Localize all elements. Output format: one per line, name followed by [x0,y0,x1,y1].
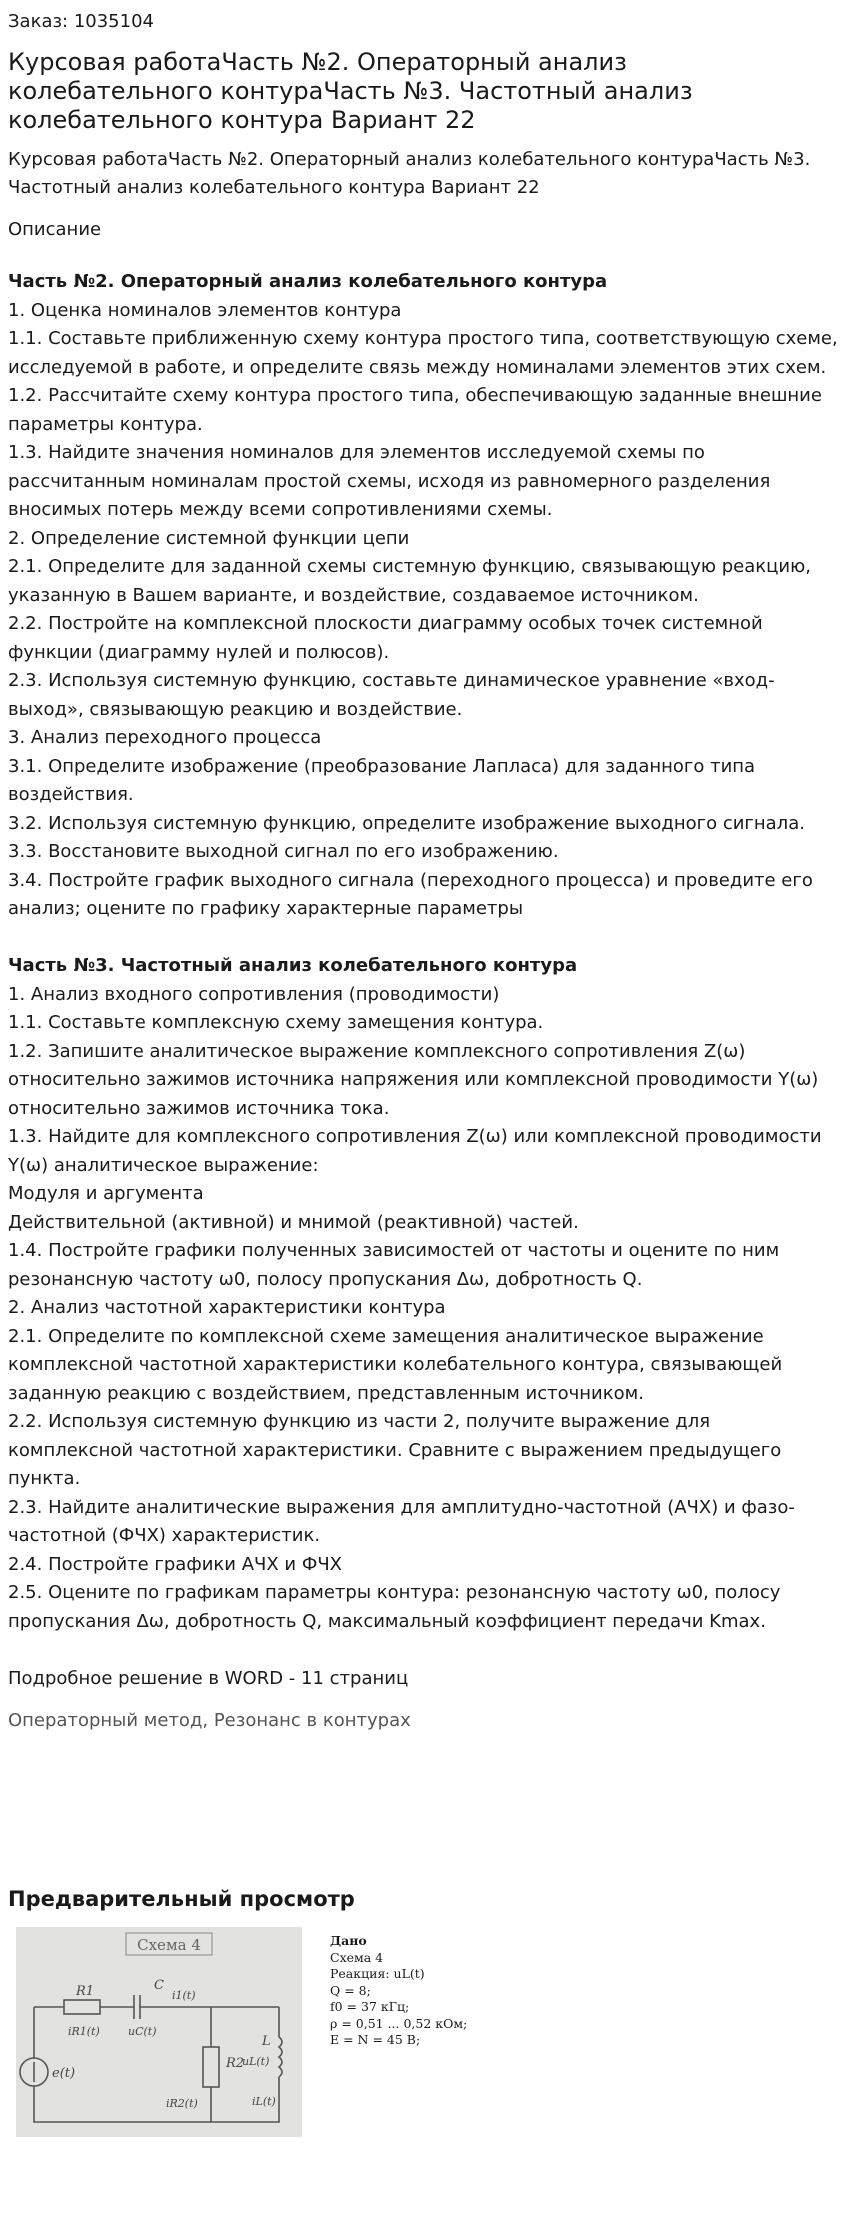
page-subtitle: Курсовая работаЧасть №2. Операторный анализ колебательного контураЧасть №3. Частотный анализ колебательного контура Вариант 22 [8,149,811,198]
list-item: 3.3. Восстановите выходной сигнал по его изображению. [8,841,559,862]
c-label: C [154,1978,164,1993]
ir1-label: iR1(t) [68,2025,100,2038]
preview-row [8,1927,839,2137]
params-given: Дано [330,1933,367,1948]
list-item: 1. Оценка номиналов элементов контура [8,299,402,321]
preview-heading: Предварительный просмотр [8,1887,355,1911]
part2-heading: Часть №2. Операторный анализ колебательного контура [8,271,608,292]
list-item: 1.4. Постройте графики полученных зависимостей от частоты и оцените по ним резонансную частоту ω0, полосу пропускания Δω, добротность Q. [8,1240,780,1290]
ir2-label: iR2(t) [166,2097,198,2110]
il-label: iL(t) [252,2095,276,2108]
list-item: 2. Анализ частотной характеристики контура [8,1297,446,1318]
params-scheme: Схема 4 [330,1949,384,1965]
list-item: Действительной (активной) и мнимой (реактивной) частей. [8,1211,579,1233]
list-item: 1.3. Найдите значения номиналов для элементов исследуемой схемы по рассчитанным номиналам простой схемы, исходя из равномерного разделения вносимых потерь между всеми сопротивлениями схемы. [8,442,771,520]
params-en: E = N = 45 В; [330,2032,421,2047]
e-label: e(t) [52,2066,76,2081]
list-item: 1.3. Найдите для комплексного сопротивления Z(ω) или комплексной проводимости Y(ω) аналитическое выражение: [8,1126,822,1176]
tags-link[interactable]: Операторный метод, Резонанс в контурах [8,1710,411,1731]
list-item: 2.2. Используя системную функцию из части 2, получите выражение для комплексной частотной характеристики. Сравните с выражением предыдущего пункта. [8,1411,782,1489]
r1-label: R1 [76,1984,95,1999]
ul-label: uL(t) [242,2055,270,2068]
list-item: 2.5. Оцените по графикам параметры контура: резонансную частоту ω0, полосу пропускания Δω, добротность Q, максимальный коэффициент передачи Kmax. [8,1582,781,1632]
description-body [8,268,839,1693]
part3-heading: Часть №3. Частотный анализ колебательного контура [8,955,578,976]
list-item: 2.4. Постройте графики АЧХ и ФЧХ [8,1553,343,1575]
page-title: Курсовая работаЧасть №2. Операторный анализ колебательного контураЧасть №3. Частотный анализ колебательного контура Вариант 22 [8,48,693,134]
list-item: 2.3. Найдите аналитические выражения для амплитудно-частотной (АЧХ) и фазо-частотной (ФЧХ) характеристик. [8,1496,795,1546]
list-item: 1.1. Составьте комплексную схему замещения контура. [8,1012,544,1033]
solution-note: Подробное решение в WORD - 11 страниц [8,1667,409,1689]
description-label: Описание [8,219,102,240]
list-item: 2.2. Постройте на комплексной плоскости диаграмму особых точек системной функции (диаграмму нулей и полюсов). [8,613,763,663]
params-reaction: Реакция: uL(t) [330,1966,425,1981]
list-item: 3.1. Определите изображение (преобразование Лапласа) для заданного типа воздействия. [8,755,756,805]
r2-label: R2 [226,2056,245,2071]
list-item: 2.3. Используя системную функцию, составьте динамическое уравнение «вход-выход», связывающую реакцию и воздействие. [8,670,775,720]
i1-label: i1(t) [172,1989,196,2002]
list-item: 2.1. Определите для заданной схемы системную функцию, связывающую реакцию, указанную в Вашем варианте, и воздействие, создаваемое источником. [8,556,811,606]
l-label: L [262,2034,271,2049]
params-f0: f0 = 37 кГц; [330,1999,410,2014]
list-item: 1.1. Составьте приближенную схему контура простого типа, соответствующую схеме, исследуемой в работе, и определите связь между номиналами элементов этих схем. [8,328,838,378]
part3-list [8,981,839,1637]
scheme-label: Схема 4 [137,1936,201,1954]
list-item: 3. Анализ переходного процесса [8,727,322,748]
list-item: 3.2. Используя системную функцию, определите изображение выходного сигнала. [8,812,805,834]
list-item: 2. Определение системной функции цепи [8,527,410,549]
list-item: 1.2. Рассчитайте схему контура простого типа, обеспечивающую заданные внешние параметры контура. [8,385,822,435]
params-rho: ρ = 0,51 ... 0,52 кОм; [330,2015,468,2031]
list-item: Модуля и аргумента [8,1183,204,1204]
list-item: 1. Анализ входного сопротивления (проводимости) [8,983,500,1005]
params-q: Q = 8; [330,1982,371,1998]
part2-list [8,297,839,924]
list-item: 1.2. Запишите аналитическое выражение комплексного сопротивления Z(ω) относительно зажимов источника напряжения или комплексной проводимости Y(ω) относительно зажимов источника тока. [8,1040,819,1119]
list-item: 3.4. Постройте график выходного сигнала (переходного процесса) и проведите его анализ; оцените по графику характерные параметры [8,869,813,919]
list-item: 2.1. Определите по комплексной схеме замещения аналитическое выражение комплексной частотной характеристики колебательного контура, связывающей заданную реакцию с воздействием, представленным источником. [8,1325,783,1404]
circuit-scheme-image [16,1927,302,2137]
uc-label: uC(t) [128,2025,157,2038]
order-number: Заказ: 1035104 [8,11,154,32]
given-params [330,1927,467,2137]
